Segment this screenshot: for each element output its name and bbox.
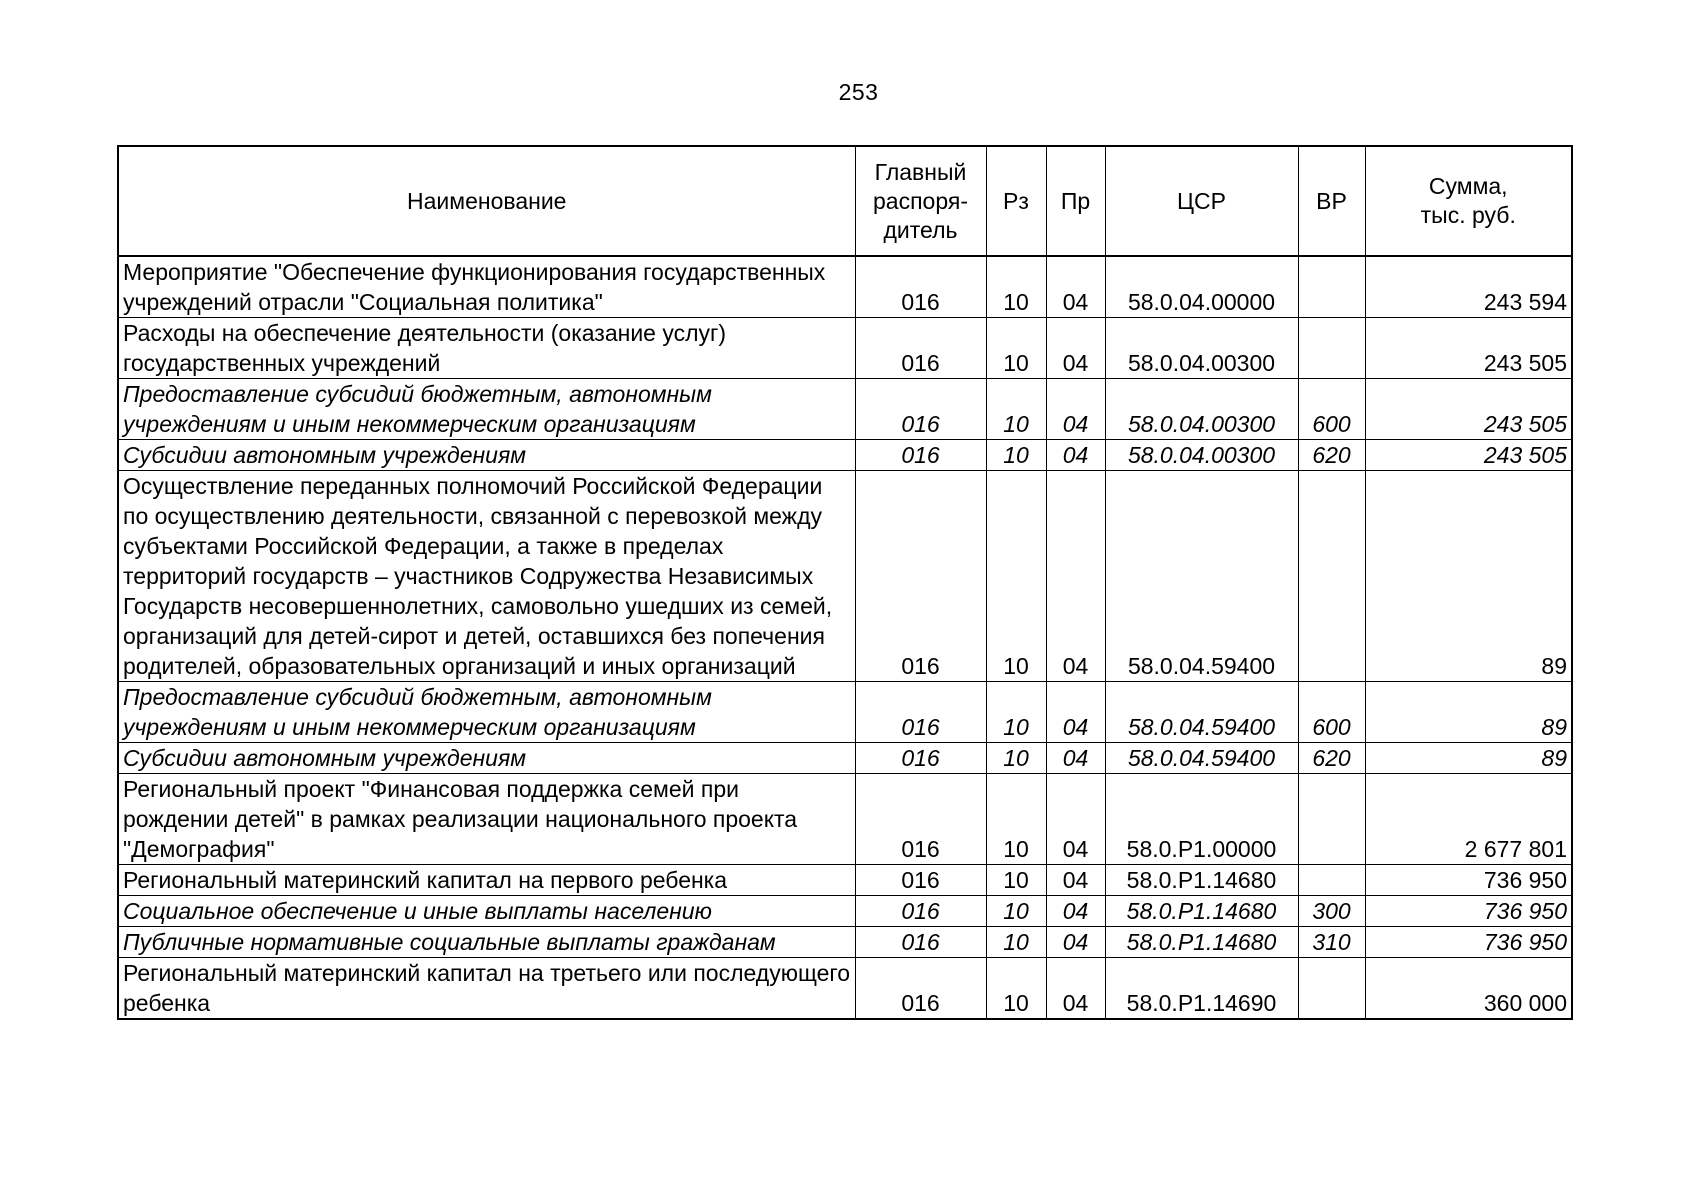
- table-row: [118, 379, 1572, 440]
- table-row: [118, 865, 1572, 896]
- cell-pr: 04: [1046, 958, 1105, 1020]
- cell-rz: 10: [986, 927, 1046, 958]
- cell-sum: 736 950: [1365, 865, 1572, 896]
- cell-rz: 10: [986, 774, 1046, 865]
- cell-name: Предоставление субсидий бюджетным, автономным учреждениям и иным некоммерческим организациям: [118, 379, 855, 440]
- cell-name: Региональный проект "Финансовая поддержка семей при рождении детей" в рамках реализации национального проекта "Демография": [118, 774, 855, 865]
- cell-csr: 58.0.04.00300: [1105, 318, 1298, 379]
- table-row: [118, 896, 1572, 927]
- cell-rz: 10: [986, 256, 1046, 318]
- cell-manager: 016: [855, 927, 986, 958]
- cell-manager: 016: [855, 682, 986, 743]
- cell-csr: 58.0.P1.14680: [1105, 927, 1298, 958]
- cell-vr: [1298, 318, 1365, 379]
- cell-name: Мероприятие "Обеспечение функционирования государственных учреждений отрасли "Социальная политика": [118, 256, 855, 318]
- cell-pr: 04: [1046, 896, 1105, 927]
- table-row: [118, 927, 1572, 958]
- table-row: [118, 682, 1572, 743]
- cell-pr: 04: [1046, 318, 1105, 379]
- cell-manager: 016: [855, 743, 986, 774]
- header-sum: [1365, 146, 1572, 256]
- table-row: [118, 471, 1572, 682]
- cell-manager: 016: [855, 865, 986, 896]
- table-body: [118, 256, 1572, 1019]
- table-row: [118, 774, 1572, 865]
- cell-name: Осуществление переданных полномочий Российской Федерации по осуществлению деятельности, связанной с перевозкой между субъектами Российской Федерации, а также в пределах территорий государств – участников Содружества Независимых Государств несовершеннолетних, самовольно ушедших из семей, организаций для детей-сирот и детей, оставшихся без попечения родителей, образовательных организаций и иных организаций: [118, 471, 855, 682]
- cell-sum: 243 505: [1365, 440, 1572, 471]
- header-pr: Пр: [1046, 146, 1105, 256]
- cell-vr: 600: [1298, 682, 1365, 743]
- cell-manager: 016: [855, 896, 986, 927]
- cell-sum: 89: [1365, 743, 1572, 774]
- cell-rz: 10: [986, 379, 1046, 440]
- cell-vr: 600: [1298, 379, 1365, 440]
- cell-rz: 10: [986, 682, 1046, 743]
- cell-rz: 10: [986, 865, 1046, 896]
- budget-table: [117, 145, 1573, 1020]
- cell-pr: 04: [1046, 440, 1105, 471]
- cell-sum: 736 950: [1365, 927, 1572, 958]
- cell-name: Публичные нормативные социальные выплаты гражданам: [118, 927, 855, 958]
- header-rz: Рз: [986, 146, 1046, 256]
- cell-csr: 58.0.04.00300: [1105, 440, 1298, 471]
- cell-vr: 620: [1298, 440, 1365, 471]
- cell-csr: 58.0.04.59400: [1105, 682, 1298, 743]
- cell-csr: 58.0.04.00300: [1105, 379, 1298, 440]
- cell-pr: 04: [1046, 743, 1105, 774]
- cell-pr: 04: [1046, 256, 1105, 318]
- header-manager-line-1: Главный: [874, 158, 967, 185]
- cell-vr: [1298, 865, 1365, 896]
- cell-pr: 04: [1046, 682, 1105, 743]
- cell-manager: 016: [855, 318, 986, 379]
- header-sum-line-1: Сумма,: [1428, 173, 1508, 199]
- table-row: [118, 256, 1572, 318]
- cell-sum: 360 000: [1365, 958, 1572, 1020]
- cell-csr: 58.0.P1.14680: [1105, 896, 1298, 927]
- cell-rz: 10: [986, 896, 1046, 927]
- cell-sum: 2 677 801: [1365, 774, 1572, 865]
- cell-sum: 89: [1365, 471, 1572, 682]
- cell-sum: 89: [1365, 682, 1572, 743]
- cell-manager: 016: [855, 379, 986, 440]
- cell-sum: 736 950: [1365, 896, 1572, 927]
- cell-pr: 04: [1046, 927, 1105, 958]
- cell-csr: 58.0.04.59400: [1105, 471, 1298, 682]
- cell-name: Предоставление субсидий бюджетным, автономным учреждениям и иным некоммерческим организациям: [118, 682, 855, 743]
- cell-rz: 10: [986, 318, 1046, 379]
- cell-rz: 10: [986, 743, 1046, 774]
- header-row: [118, 146, 1572, 256]
- header-vr: ВР: [1298, 146, 1365, 256]
- cell-sum: 243 505: [1365, 318, 1572, 379]
- table-row: [118, 440, 1572, 471]
- cell-name: Субсидии автономным учреждениям: [118, 440, 855, 471]
- cell-vr: [1298, 958, 1365, 1020]
- cell-pr: 04: [1046, 774, 1105, 865]
- cell-csr: 58.0.P1.00000: [1105, 774, 1298, 865]
- cell-pr: 04: [1046, 471, 1105, 682]
- cell-sum: 243 594: [1365, 256, 1572, 318]
- cell-manager: 016: [855, 774, 986, 865]
- cell-pr: 04: [1046, 865, 1105, 896]
- cell-name: Расходы на обеспечение деятельности (оказание услуг) государственных учреждений: [118, 318, 855, 379]
- cell-vr: 310: [1298, 927, 1365, 958]
- table-row: [118, 743, 1572, 774]
- cell-rz: 10: [986, 440, 1046, 471]
- cell-manager: 016: [855, 440, 986, 471]
- page-number: 253: [838, 79, 879, 105]
- cell-vr: 300: [1298, 896, 1365, 927]
- cell-rz: 10: [986, 958, 1046, 1020]
- header-csr: ЦСР: [1105, 146, 1298, 256]
- cell-manager: 016: [855, 958, 986, 1020]
- cell-name: Субсидии автономным учреждениям: [118, 743, 855, 774]
- cell-vr: 620: [1298, 743, 1365, 774]
- cell-pr: 04: [1046, 379, 1105, 440]
- table-row: [118, 958, 1572, 1020]
- cell-csr: 58.0.P1.14680: [1105, 865, 1298, 896]
- cell-csr: 58.0.P1.14690: [1105, 958, 1298, 1020]
- cell-vr: [1298, 471, 1365, 682]
- header-manager: [855, 146, 986, 256]
- cell-name: Социальное обеспечение и иные выплаты населению: [118, 896, 855, 927]
- cell-manager: 016: [855, 256, 986, 318]
- table-row: [118, 318, 1572, 379]
- cell-name: Региональный материнский капитал на первого ребенка: [118, 865, 855, 896]
- cell-rz: 10: [986, 471, 1046, 682]
- cell-sum: 243 505: [1365, 379, 1572, 440]
- cell-vr: [1298, 774, 1365, 865]
- cell-manager: 016: [855, 471, 986, 682]
- cell-csr: 58.0.04.00000: [1105, 256, 1298, 318]
- header-name: Наименование: [118, 146, 855, 256]
- cell-csr: 58.0.04.59400: [1105, 743, 1298, 774]
- cell-name: Региональный материнский капитал на третьего или последующего ребенка: [118, 958, 855, 1020]
- header-manager-line-2: распоря-: [873, 187, 968, 214]
- cell-vr: [1298, 256, 1365, 318]
- header-sum-line-2: тыс. руб.: [1420, 202, 1516, 228]
- header-manager-line-3: дитель: [883, 216, 958, 243]
- table-header: [118, 146, 1572, 256]
